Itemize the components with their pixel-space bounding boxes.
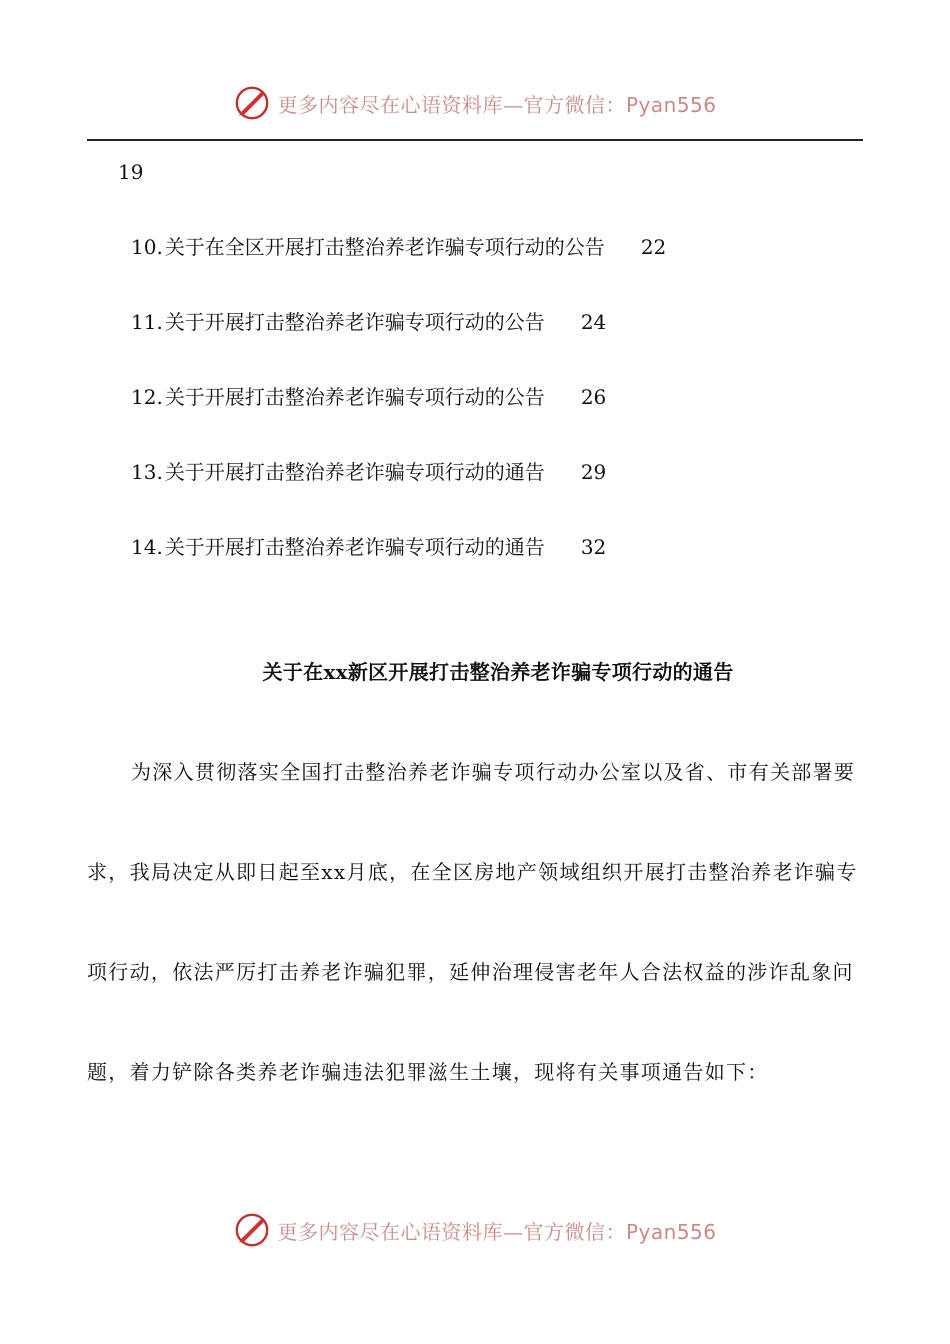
toc-item-title: 关于开展打击整治养老诈骗专项行动的通告 [164, 460, 545, 484]
toc-item-title: 关于开展打击整治养老诈骗专项行动的通告 [164, 535, 545, 559]
document-body: 为深入贯彻落实全国打击整治养老诈骗专项行动办公室以及省、市有关部署要求，我局决定从即日起至xx月底，在全区房地产领域组织开展打击整治养老诈骗专项行动，依法严厉打击养老诈骗犯罪，延伸治理侵害老年人合法权益的涉诈乱象问题，着力铲除各类养老诈骗违法犯罪滋生土壤，现将有关事项通告如下： [87, 760, 858, 1084]
pen-logo-icon [233, 84, 271, 122]
pen-logo-icon [233, 1211, 271, 1249]
toc-item-title: 关于在全区开展打击整治养老诈骗专项行动的公告 [164, 235, 605, 259]
toc-item-page: 29 [580, 460, 607, 484]
toc-item-title: 关于开展打击整治养老诈骗专项行动的公告 [164, 310, 545, 334]
toc-item-page: 26 [580, 385, 607, 409]
table-of-contents [131, 228, 666, 603]
toc-item[interactable]: 12. 关于开展打击整治养老诈骗专项行动的公告 26 [131, 378, 666, 453]
toc-item-page: 32 [580, 535, 607, 559]
footer-banner [0, 1205, 950, 1255]
toc-item[interactable]: 11. 关于开展打击整治养老诈骗专项行动的公告 24 [131, 303, 666, 378]
toc-continued-page: 19 [118, 160, 144, 184]
toc-item-title: 关于开展打击整治养老诈骗专项行动的公告 [164, 385, 545, 409]
toc-item-page: 24 [580, 310, 607, 334]
toc-item[interactable]: 14. 关于开展打击整治养老诈骗专项行动的通告 32 [131, 528, 666, 603]
footer-banner-text: 更多内容尽在心语资料库—官方微信：Pyan556 [277, 1219, 717, 1244]
document-title: 关于在xx新区开展打击整治养老诈骗专项行动的通告 [262, 660, 734, 684]
toc-item-page: 22 [640, 235, 667, 259]
toc-item[interactable]: 13. 关于开展打击整治养老诈骗专项行动的通告 29 [131, 453, 666, 528]
toc-item[interactable]: 10. 关于在全区开展打击整治养老诈骗专项行动的公告 22 [131, 228, 666, 303]
header-divider [87, 139, 863, 141]
header-banner-text: 更多内容尽在心语资料库—官方微信：Pyan556 [277, 92, 717, 117]
header-banner [0, 78, 950, 128]
